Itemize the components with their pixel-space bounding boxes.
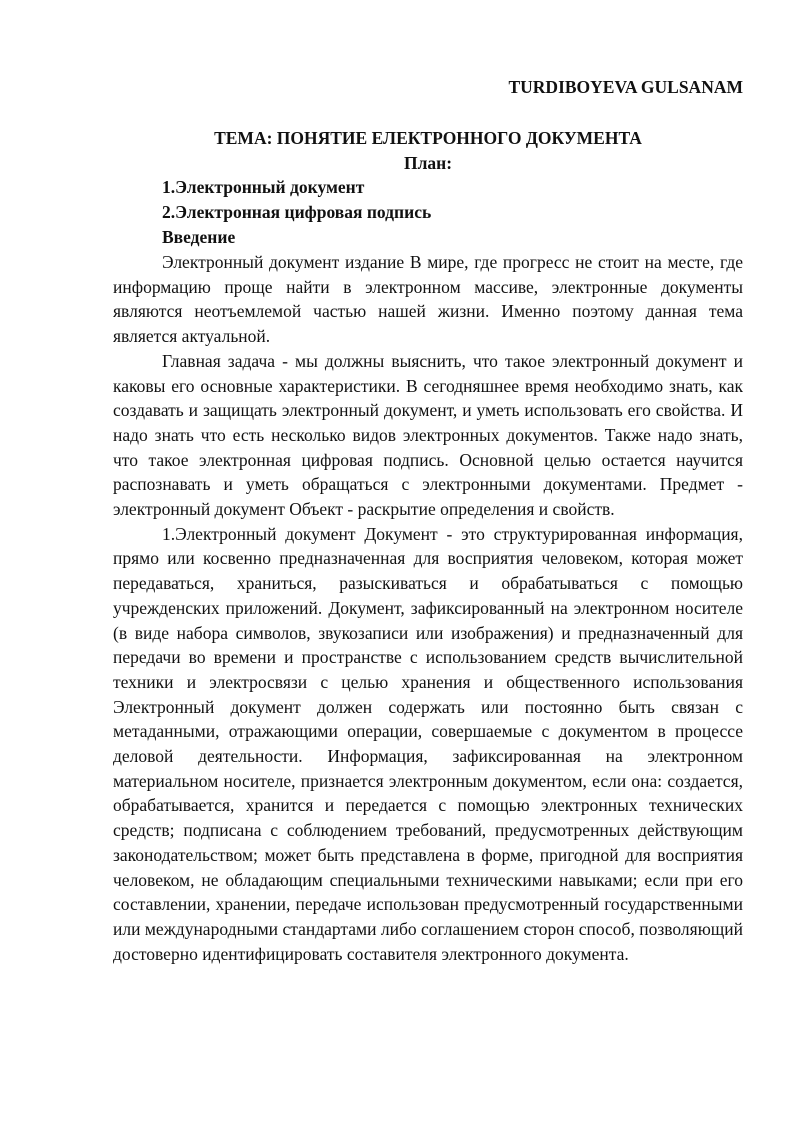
paragraph: Электронный документ издание В мире, где прогресс не стоит на месте, где информацию проще найти в электронном массиве, электронные документы являются неотъемлемой частью нашей жизни. Именно поэтому данная тема является актуальной. <box>113 252 743 347</box>
plan-item: 2.Электронная цифровая подпись <box>162 202 432 222</box>
paragraph: Главная задача - мы должны выяснить, что такое электронный документ и каковы его основные характеристики. В сегодняшнее время необходимо знать, как создавать и защищать электронный документ, и уметь использовать его свойства. И надо знать что есть несколько видов электронных документов. Также надо знать, что такое электронная цифровая подпись. Основной целью остается научится распознавать и уметь обращаться с электронными документами. Предмет - электронный документ Объект - раскрытие определения и свойств. <box>113 350 743 520</box>
plan-list <box>162 175 431 225</box>
author-name: TURDIBOYEVA GULSANAM <box>508 77 743 97</box>
intro-heading: Введение <box>162 227 236 247</box>
plan-item: 1.Электронный документ <box>162 177 365 197</box>
paragraph: 1.Электронный документ Документ - это структурированная информация, прямо или косвенно предназначенная для восприятия человеком, которая может передаваться, храниться, разыскиваться и обрабатываться с помощью учрежденских приложений. Документ, зафиксированный на электронном носителе (в виде набора символов, звукозаписи или изображения) и предназначенный для передачи во времени и пространстве с использованием средств вычислительной техники и электросвязи с целью хранения и общественного использования Электронный документ должен содержать или постоянно быть связан с метаданными, отражающими операции, совершаемые с документом в процессе деловой деятельности. Информация, зафиксированная на электронном материальном носителе, признается электронным документом, если она: создается, обрабатывается, хранится и передается с помощью электронных технических средств; подписана с соблюдением требований, предусмотренных действующим законодательством; может быть представлена в форме, пригодной для восприятия человеком, не обладающим специальными техническими навыками; если при его составлении, хранении, передаче использован предусмотренный государственными или международными стандартами либо соглашением сторон способ, позволяющий достоверно идентифицировать составителя электронного документа. <box>113 523 743 964</box>
plan-heading: План: <box>403 153 453 173</box>
document-title: ТЕМА: ПОНЯТИЕ ЕЛЕКТРОННОГО ДОКУМЕНТА <box>214 128 642 148</box>
body-text <box>113 250 743 966</box>
